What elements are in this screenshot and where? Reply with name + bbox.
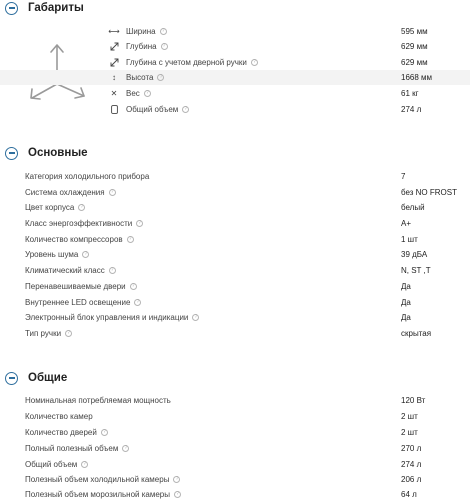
spec-row <box>0 457 470 472</box>
spec-value: без NO FROST <box>401 188 457 197</box>
spec-label: Вес <box>126 89 140 98</box>
spec-label: Категория холодильного прибора <box>25 172 150 181</box>
spec-value: скрытая <box>401 329 432 338</box>
spec-label: Перенавешиваемые двери <box>25 282 126 291</box>
spec-row-weight <box>0 86 470 101</box>
spec-value: 629 мм <box>401 58 428 67</box>
spec-label: Тип ручки <box>25 329 62 338</box>
spec-value: 274 л <box>401 460 422 469</box>
help-icon[interactable]: ? <box>144 90 151 97</box>
spec-value: 206 л <box>401 475 422 484</box>
spec-label: Номинальная потребляемая мощность <box>25 396 171 405</box>
spec-value: 274 л <box>401 105 422 114</box>
spec-row <box>0 169 470 184</box>
spec-label: Общий объем <box>126 105 179 114</box>
help-icon[interactable]: ? <box>130 283 137 290</box>
weight-cross-icon: ✕ <box>110 89 118 98</box>
spec-value: 595 мм <box>401 27 428 36</box>
spec-label: Полезный объем морозильной камеры <box>25 490 170 499</box>
spec-label: Полный полезный объем <box>25 444 119 453</box>
spec-label: Класс энергоэффективности <box>25 219 133 228</box>
spec-row <box>0 185 470 200</box>
spec-label: Электронный блок управления и индикации <box>25 313 189 322</box>
spec-label: Количество компрессоров <box>25 235 123 244</box>
spec-value: 629 мм <box>401 42 428 51</box>
spec-value: A+ <box>401 219 412 228</box>
depth-arrow-icon <box>108 42 120 51</box>
section-header-osnovnye[interactable] <box>5 145 88 161</box>
spec-row <box>0 487 470 500</box>
spec-row-width <box>0 24 470 39</box>
spec-value: 120 Вт <box>401 396 426 405</box>
help-icon[interactable]: ? <box>101 429 108 436</box>
spec-row <box>0 472 470 487</box>
spec-row-depth <box>0 39 470 54</box>
spec-value: N, ST ,T <box>401 266 431 275</box>
spec-value: 2 шт <box>401 428 418 437</box>
spec-label: Глубина с учетом дверной ручки <box>126 58 247 67</box>
spec-label: Высота <box>126 73 154 82</box>
spec-row <box>0 425 470 440</box>
spec-label: Полезный объем холодильной камеры <box>25 475 170 484</box>
help-icon[interactable]: ? <box>182 106 189 113</box>
help-icon[interactable]: ? <box>136 220 143 227</box>
spec-value: Да <box>401 282 411 291</box>
spec-value: Да <box>401 313 411 322</box>
help-icon[interactable]: ? <box>127 236 134 243</box>
collapse-toggle-icon[interactable] <box>5 147 18 160</box>
spec-label: Глубина <box>126 42 157 51</box>
spec-row <box>0 247 470 262</box>
spec-value: 1 шт <box>401 235 418 244</box>
section-header-obshchie[interactable] <box>5 370 67 386</box>
spec-label: Система охлаждения <box>25 188 105 197</box>
width-arrows-icon: ⟷ <box>108 27 120 36</box>
spec-value: 64 л <box>401 490 417 499</box>
spec-label: Количество камер <box>25 412 93 421</box>
help-icon[interactable]: ? <box>109 189 116 196</box>
spec-label: Ширина <box>126 27 156 36</box>
spec-value: 270 л <box>401 444 422 453</box>
spec-row-total-volume <box>0 102 470 117</box>
help-icon[interactable]: ? <box>65 330 72 337</box>
spec-label: Внутреннее LED освещение <box>25 298 131 307</box>
help-icon[interactable]: ? <box>173 476 180 483</box>
spec-value: 2 шт <box>401 412 418 421</box>
help-icon[interactable]: ? <box>174 491 181 498</box>
spec-label: Климатический класс <box>25 266 105 275</box>
section-header-gabarity[interactable] <box>5 0 84 16</box>
spec-value: 39 дБА <box>401 250 428 259</box>
spec-row <box>0 441 470 456</box>
spec-value: Да <box>401 298 411 307</box>
height-arrows-icon: ↕ <box>112 73 116 82</box>
spec-value: белый <box>401 203 425 212</box>
spec-row <box>0 279 470 294</box>
section-title: Общие <box>28 372 68 384</box>
volume-box-icon <box>108 105 120 114</box>
spec-row <box>0 295 470 310</box>
help-icon[interactable]: ? <box>157 74 164 81</box>
help-icon[interactable]: ? <box>134 299 141 306</box>
spec-row <box>0 232 470 247</box>
section-title: Основные <box>28 147 88 159</box>
spec-label: Уровень шума <box>25 250 79 259</box>
help-icon[interactable]: ? <box>160 28 167 35</box>
help-icon[interactable]: ? <box>109 267 116 274</box>
help-icon[interactable]: ? <box>192 314 199 321</box>
collapse-toggle-icon[interactable] <box>5 2 18 15</box>
help-icon[interactable]: ? <box>251 59 258 66</box>
spec-row <box>0 326 470 341</box>
spec-row <box>0 263 470 278</box>
spec-row <box>0 310 470 325</box>
help-icon[interactable]: ? <box>82 251 89 258</box>
spec-row <box>0 200 470 215</box>
spec-row <box>0 409 470 424</box>
help-icon[interactable]: ? <box>81 461 88 468</box>
help-icon[interactable]: ? <box>161 43 168 50</box>
spec-row-height <box>0 70 470 85</box>
help-icon[interactable]: ? <box>78 204 85 211</box>
spec-row <box>0 393 470 408</box>
depth-arrow-icon <box>108 58 120 67</box>
spec-value: 1668 мм <box>401 73 433 82</box>
section-title: Габариты <box>28 2 84 14</box>
spec-label: Цвет корпуса <box>25 203 75 212</box>
spec-row-depth-with-handle <box>0 55 470 70</box>
help-icon[interactable]: ? <box>122 445 129 452</box>
spec-label: Общий объем <box>25 460 78 469</box>
spec-label: Количество дверей <box>25 428 97 437</box>
collapse-toggle-icon[interactable] <box>5 372 18 385</box>
spec-value: 61 кг <box>401 89 419 98</box>
spec-value: 7 <box>401 172 406 181</box>
spec-row <box>0 216 470 231</box>
